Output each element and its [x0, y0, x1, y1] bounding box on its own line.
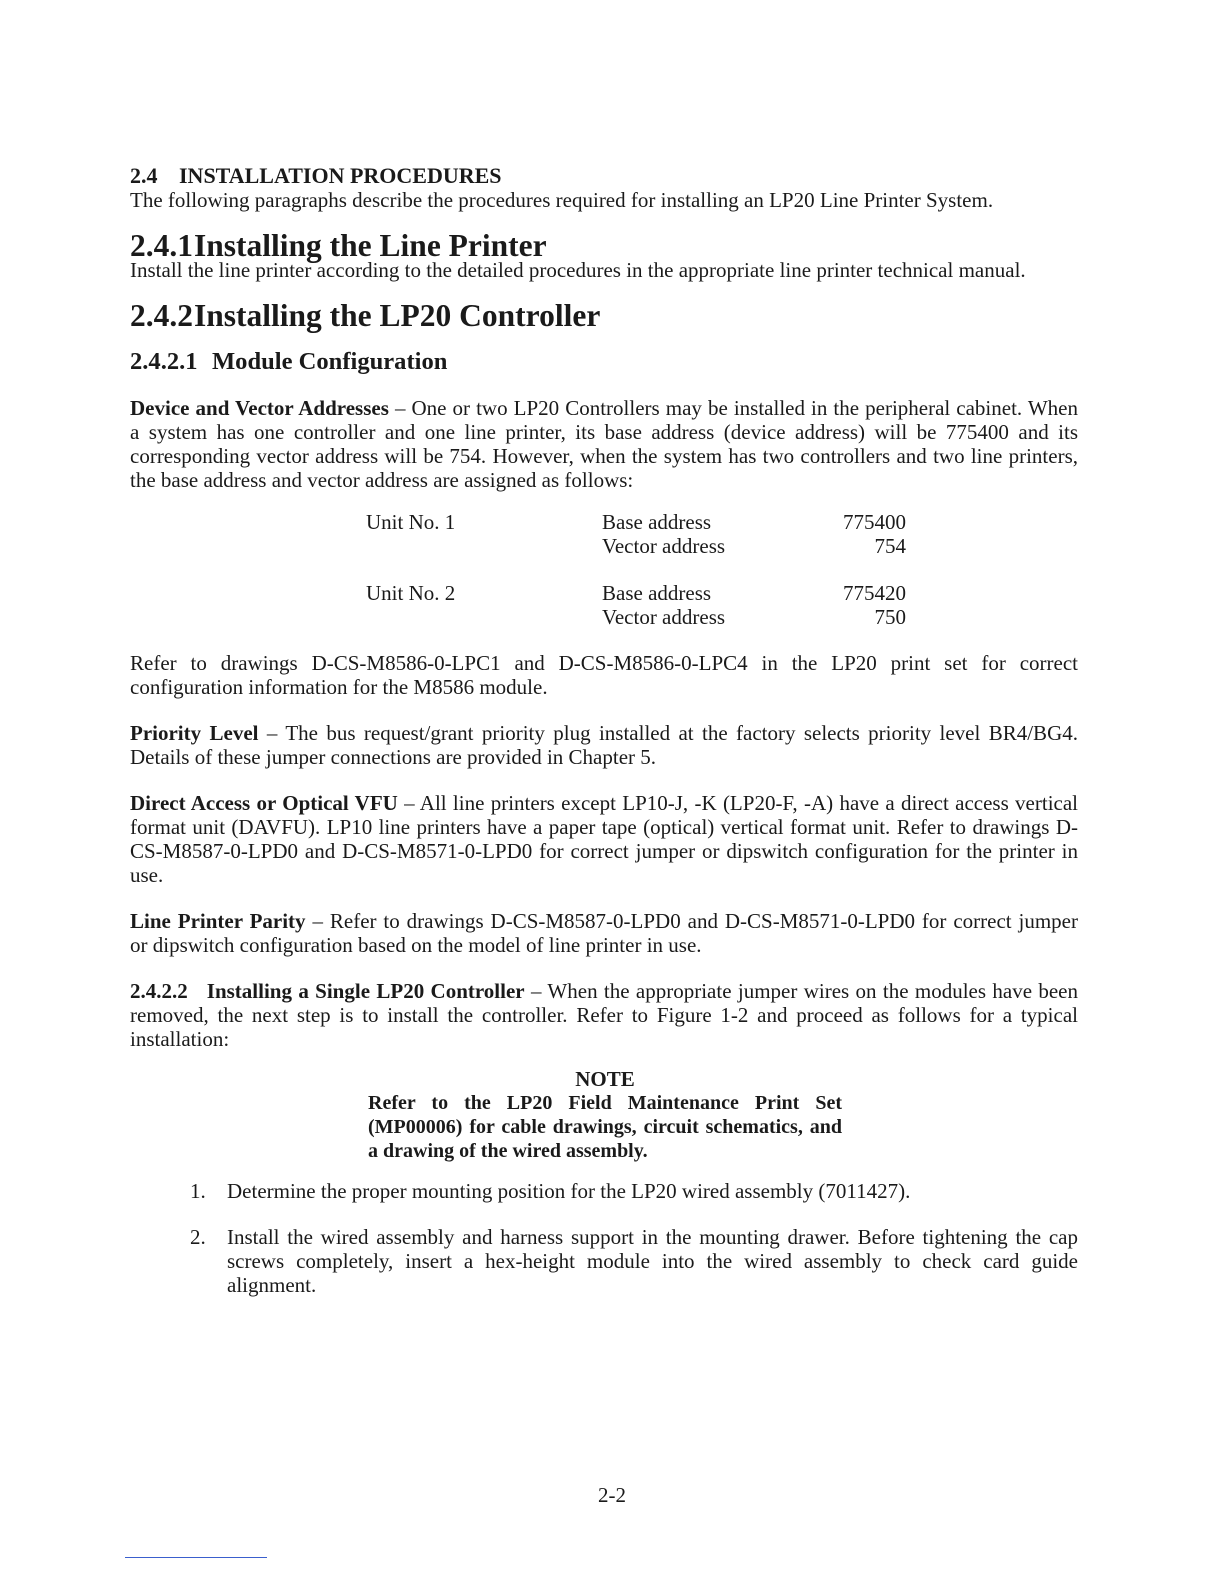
subsection-heading-2-4-1: [130, 228, 1078, 263]
address-label: Base address: [602, 581, 712, 605]
address-label: Base address: [602, 510, 712, 534]
address-value: 754: [874, 534, 906, 558]
subsection-number: 2.4.2: [130, 298, 193, 333]
list-item: [130, 1225, 1078, 1297]
step-text: Install the wired assembly and harness support in the mounting drawer. Before tightening the cap screws completely, insert a hex-height module into the wired assembly to check card guide alignment.: [227, 1225, 1078, 1297]
subsection-body-2-4-1: Install the line printer according to the detailed procedures in the appropriate line printer technical manual.: [130, 258, 1026, 282]
subsection-heading-2-4-2-1: [130, 350, 1078, 374]
note-body: Refer to the LP20 Field Maintenance Print Set (MP00006) for cable drawings, circuit schematics, and a drawing of the wired assembly.: [368, 1092, 842, 1162]
unit-label: Unit No. 1: [366, 510, 456, 534]
unit-label: Unit No. 2: [366, 581, 456, 605]
section-title: INSTALLATION PROCEDURES: [179, 163, 502, 188]
step-number: 2.: [190, 1225, 206, 1249]
subsection-title: Installing the Line Printer: [194, 228, 547, 263]
step-text: Determine the proper mounting position for the LP20 wired assembly (7011427).: [227, 1179, 911, 1203]
paragraph-text: – Refer to drawings D-CS-M8587-0-LPD0 and D-CS-M8571-0-LPD0 for correct jumper or dipswitch configuration based on the model of line printer in use.: [130, 909, 1078, 957]
page-number: 2-2: [598, 1483, 626, 1507]
subsection-heading-2-4-2: [130, 298, 1078, 333]
address-table: [366, 510, 906, 629]
subsection-title: Installing the LP20 Controller: [194, 298, 601, 333]
paragraph-text: – One or two LP20 Controllers may be installed in the peripheral cabinet. When a system has one controller and one line printer, its base address (device address) will be 775400 and its corresponding vector address will be 754. However, when the system has two controllers and two line printers, the base address and vector address are assigned as follows:: [130, 396, 1078, 492]
priority-level-paragraph: [130, 721, 1078, 769]
document-page: [130, 164, 1078, 1319]
section-heading: [130, 164, 1078, 188]
drawings-reference-paragraph: Refer to drawings D-CS-M8586-0-LPC1 and D-CS-M8586-0-LPC4 in the LP20 print set for correct configuration information for the M8586 module.: [130, 651, 1078, 699]
step-number: 1.: [190, 1179, 206, 1203]
list-item: [130, 1179, 1078, 1203]
address-value: 750: [874, 605, 906, 629]
subsection-title: Installing a Single LP20 Controller: [206, 979, 525, 1003]
address-value: 775400: [843, 510, 906, 534]
vfu-paragraph: [130, 791, 1078, 887]
run-in-heading: Device and Vector Addresses: [130, 396, 389, 420]
subsection-title: Module Configuration: [212, 348, 448, 375]
note-title: NOTE: [575, 1067, 635, 1091]
paragraph-text: – All line printers except LP10-J, -K (LP20-F, -A) have a direct access vertical format unit (DAVFU). LP10 line printers have a paper tape (optical) vertical format unit. Refer to drawings D-CS-M8587-0-LPD0 and D-CS-M8571-0-LPD0 for correct jumper or dipswitch configuration for the printer in use.: [130, 791, 1079, 887]
parity-paragraph: [130, 909, 1078, 957]
subsection-number: 2.4.2.1: [130, 348, 198, 375]
run-in-heading: Line Printer Parity: [130, 909, 306, 933]
section-number: 2.4: [130, 163, 158, 188]
run-in-heading: [130, 979, 525, 1003]
address-value: 775420: [843, 581, 906, 605]
paragraph-text: – When the appropriate jumper wires on the modules have been removed, the next step is to install the controller. Refer to Figure 1-2 and proceed as follows for a typical installation:: [130, 979, 1078, 1051]
table-row: [366, 581, 906, 605]
note-box: [368, 1067, 842, 1163]
device-vector-paragraph: [130, 396, 1078, 492]
table-row: [366, 534, 906, 558]
subsection-number: 2.4.2.2: [130, 979, 188, 1003]
installation-steps: [130, 1179, 1078, 1297]
run-in-heading: Priority Level: [130, 721, 259, 745]
address-label: Vector address: [602, 534, 726, 558]
paragraph-text: – The bus request/grant priority plug installed at the factory selects priority level BR4/BG4. Details of these jumper connections are provided in Chapter 5.: [130, 721, 1078, 769]
run-in-heading: Direct Access or Optical VFU: [130, 791, 398, 815]
section-intro: The following paragraphs describe the procedures required for installing an LP20 Line Printer System.: [130, 188, 994, 212]
footer-rule: [125, 1557, 267, 1558]
table-row: [366, 510, 906, 534]
single-controller-paragraph: [130, 979, 1078, 1051]
table-row: [366, 605, 906, 629]
subsection-number: 2.4.1: [130, 228, 193, 263]
address-label: Vector address: [602, 605, 726, 629]
